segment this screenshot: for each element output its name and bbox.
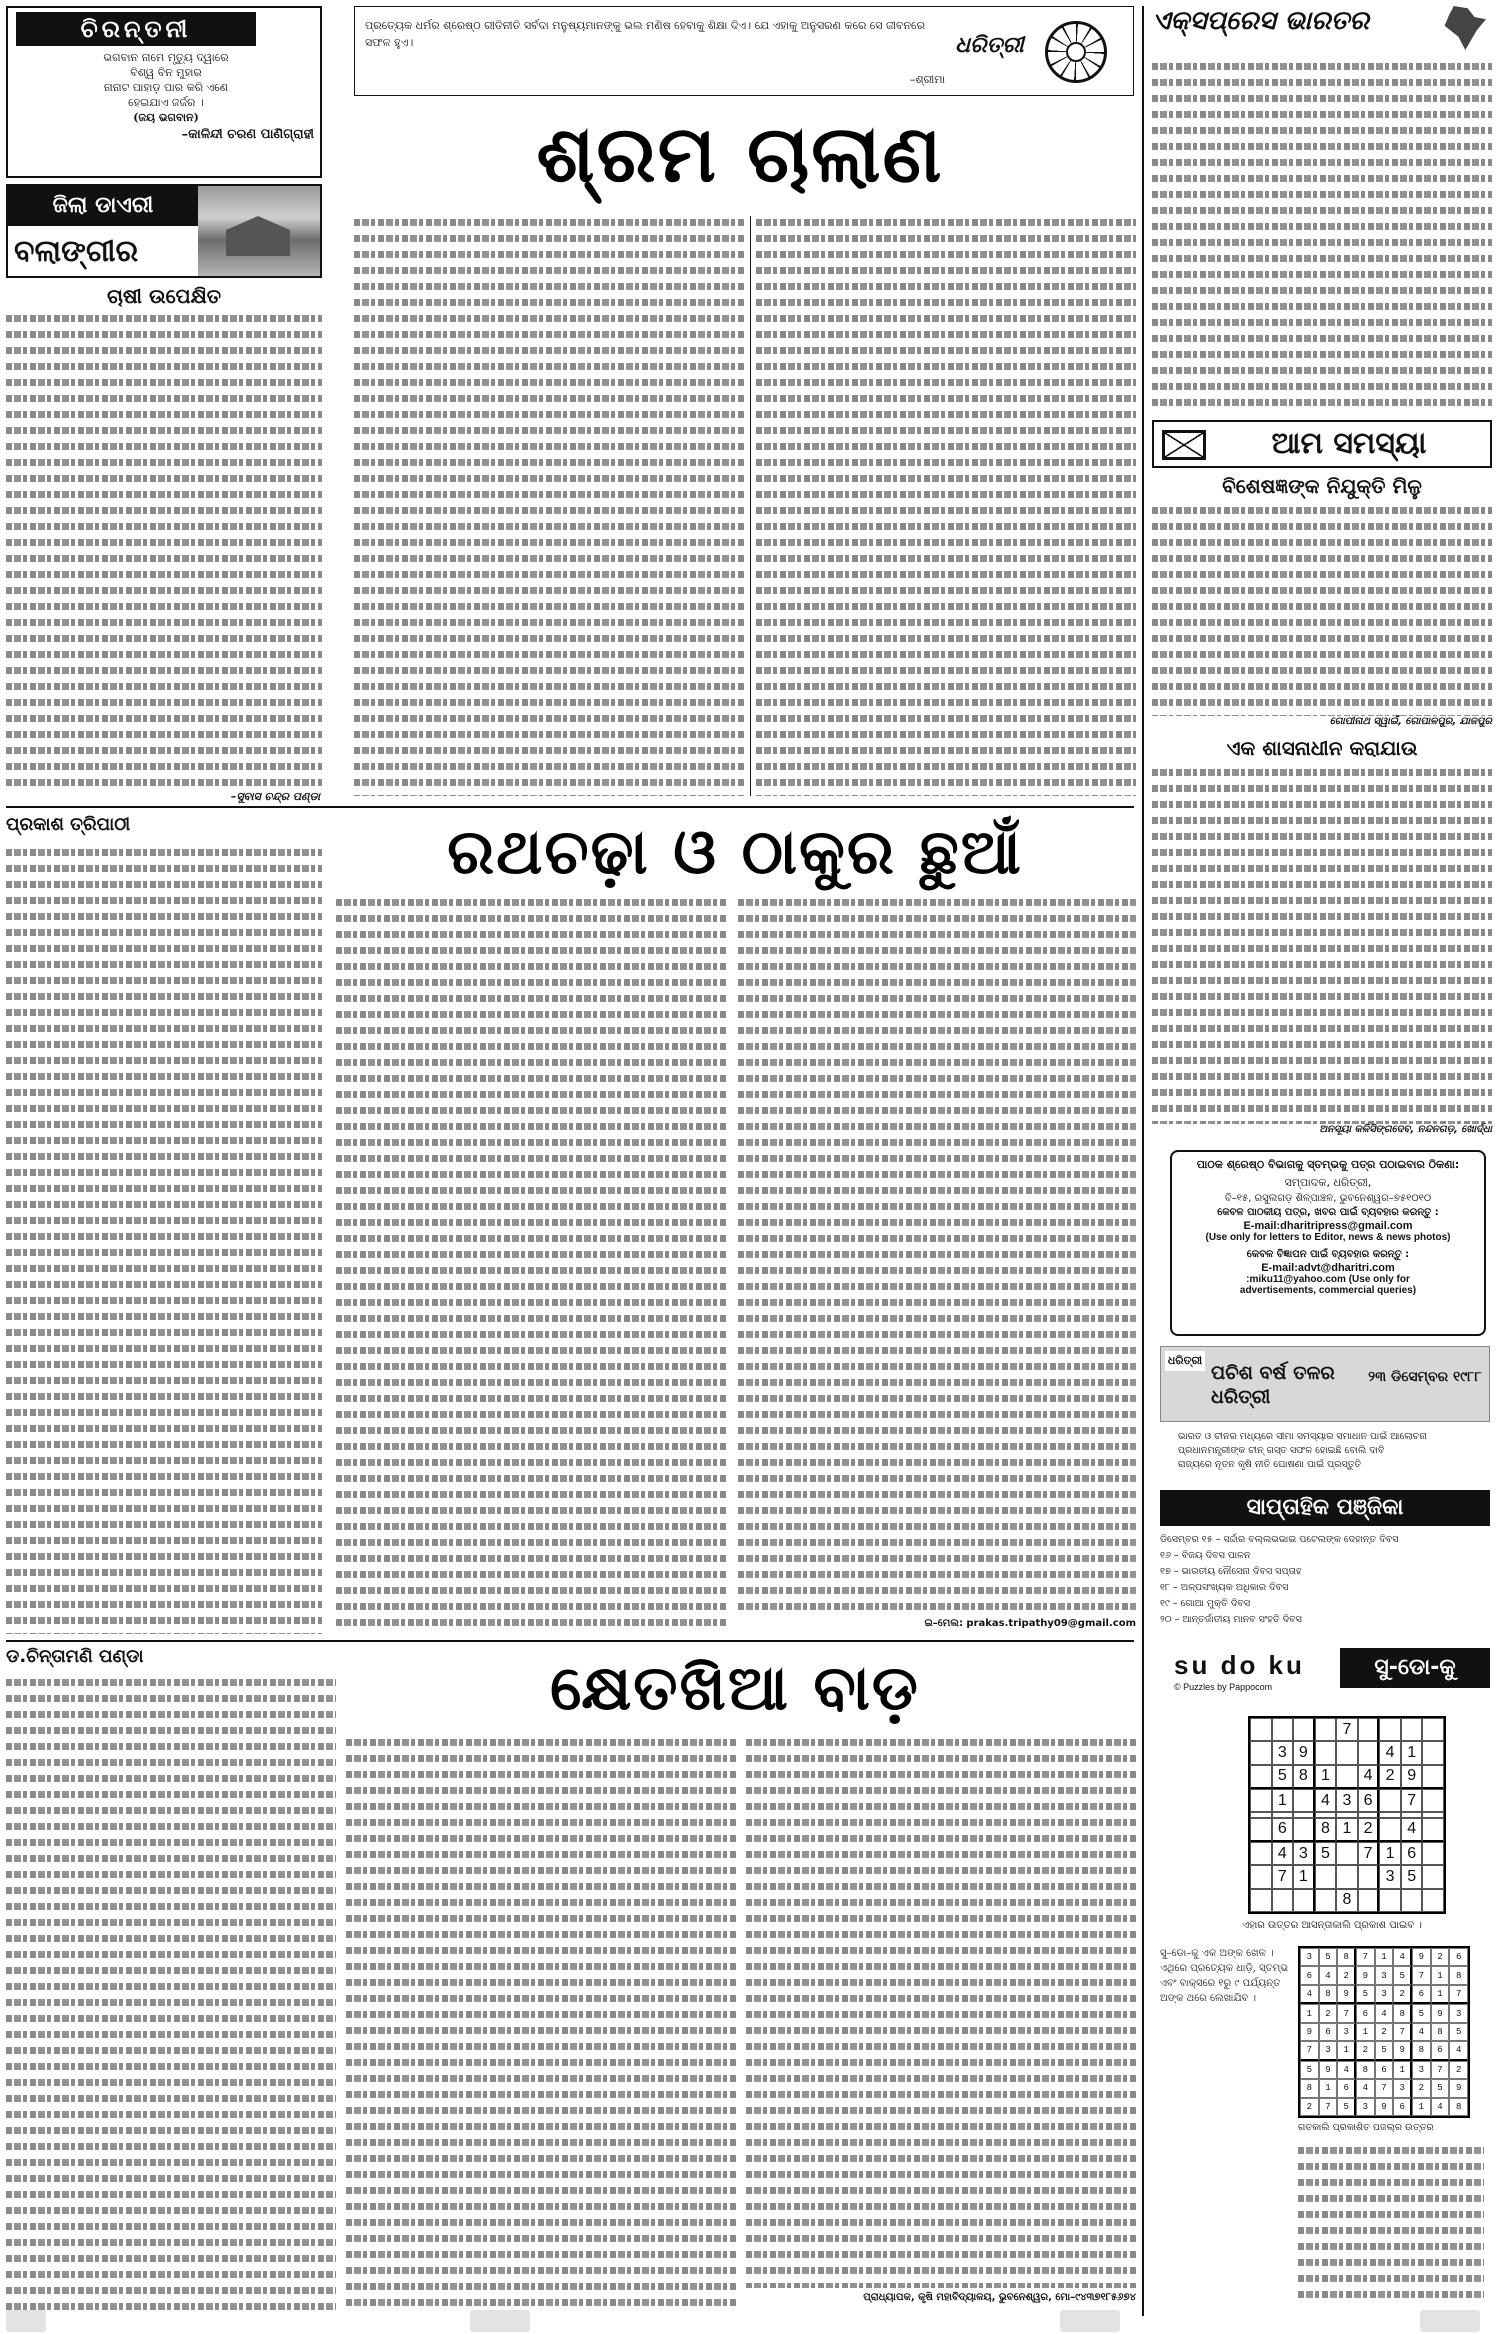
sudoku-cell[interactable]: [1379, 1718, 1401, 1741]
archive-items: [1166, 1430, 1488, 1472]
third-credit: ପ୍ରାଧ୍ୟାପକ, କୃଷି ମହାବିଦ୍ୟାଳୟ, ଭୁବନେଶ୍ୱର, ମୋ–୯୪୩୭୧୮୫୬୭୪: [863, 2292, 1136, 2303]
sudoku-solution-cell: 2: [1356, 2041, 1375, 2060]
sudoku-cell[interactable]: 4: [1358, 1765, 1380, 1789]
letter2-author: ଅନସୂୟା କଳିସିଙ୍ଗଦେବ, ନନ୍ଦନଗଡ଼, ଖୋର୍ଦ୍ଧା: [1319, 1124, 1492, 1135]
district-label: ଜିଲା ଡାଏରୀ: [8, 186, 198, 226]
sudoku-cell[interactable]: 5: [1401, 1865, 1423, 1888]
sudoku-solution-cell: 5: [1431, 2079, 1450, 2097]
sudoku-cell[interactable]: 5: [1272, 1765, 1294, 1789]
sudoku-header: [1174, 1648, 1490, 1698]
chirantani-title: ଚିରନ୍ତନୀ: [16, 12, 256, 46]
sudoku-solution-cell: 5: [1319, 1948, 1338, 1966]
sudoku-cell[interactable]: [1250, 1889, 1272, 1912]
sudoku-cell[interactable]: [1422, 1741, 1444, 1764]
sudoku-cell[interactable]: [1315, 1865, 1337, 1888]
third-headline: କ୍ଷେତଖିଆ ବାଡ଼: [550, 1651, 920, 1724]
sudoku-cell[interactable]: [1422, 1865, 1444, 1888]
sudoku-cell[interactable]: [1358, 1718, 1380, 1741]
weekly-item: ୨୦ – ଆନ୍ତର୍ଜାତୀୟ ମାନବ ସଂହତି ଦିବସ: [1160, 1614, 1302, 1625]
sudoku-answer-note: ଏହାର ଉତ୍ତର ଆସନ୍ତାକାଲି ପ୍ରକାଶ ପାଇବ ।: [1242, 1920, 1422, 1931]
sudoku-solution-cell: 9: [1337, 1985, 1356, 2004]
letter2-body: [1152, 766, 1492, 1124]
sudoku-cell[interactable]: 7: [1272, 1865, 1294, 1888]
district-diary-header: [6, 184, 322, 278]
contact-box: [1170, 1150, 1486, 1336]
sudoku-solution-grid: [1298, 1946, 1470, 2118]
sudoku-cell[interactable]: 1: [1272, 1789, 1294, 1812]
sudoku-solution-cell: 7: [1375, 2079, 1394, 2097]
sudoku-solution-cell: 2: [1319, 2004, 1338, 2022]
sudoku-cell[interactable]: 6: [1272, 1818, 1294, 1842]
sudoku-solution-cell: 5: [1356, 1985, 1375, 2004]
second-article-col3: [738, 896, 1136, 1614]
sudoku-cell[interactable]: [1379, 1889, 1401, 1912]
sudoku-solution-cell: 9: [1449, 2079, 1468, 2097]
page-scrollbar-right[interactable]: [1420, 2310, 1480, 2332]
contact-email2[interactable]: E-mail:advt@dharitri.com: [1261, 1262, 1395, 1274]
sudoku-cell[interactable]: [1293, 1718, 1315, 1741]
sudoku-cell[interactable]: 3: [1336, 1789, 1358, 1812]
sudoku-solution-cell: 4: [1449, 2041, 1468, 2060]
sudoku-solution-cell: 3: [1375, 1966, 1394, 1984]
sudoku-solution-cell: 5: [1449, 2023, 1468, 2041]
sudoku-solution-cell: 2: [1300, 2098, 1319, 2116]
sudoku-cell[interactable]: 3: [1293, 1842, 1315, 1865]
sudoku-solution-cell: 8: [1449, 2098, 1468, 2116]
district-article-body: [6, 312, 322, 790]
sudoku-solution-cell: 5: [1300, 2061, 1319, 2079]
sudoku-cell[interactable]: [1250, 1865, 1272, 1888]
sudoku-cell[interactable]: 2: [1379, 1765, 1401, 1789]
sudoku-solution-cell: 8: [1449, 1966, 1468, 1984]
sudoku-solution-cell: 5: [1412, 2004, 1431, 2022]
readers-section-title: ଆମ ସମସ୍ୟା: [1271, 426, 1427, 461]
page-scrollbar-left[interactable]: [6, 2310, 46, 2332]
sudoku-solution-cell: 8: [1412, 2041, 1431, 2060]
sudoku-solution-cell: 9: [1393, 2041, 1412, 2060]
sudoku-cell[interactable]: [1250, 1842, 1272, 1865]
sudoku-cell[interactable]: 3: [1272, 1741, 1294, 1764]
weekly-title: ସାପ୍ତାହିକ ପଞ୍ଜିକା: [1160, 1490, 1490, 1526]
sudoku-cell[interactable]: 1: [1336, 1818, 1358, 1842]
third-article-col1: [6, 1676, 336, 2310]
quote-line: (ଜୟ ଭଗବାନ): [133, 111, 199, 124]
sudoku-solution-cell: 8: [1431, 2023, 1450, 2041]
sudoku-solution-cell: 2: [1449, 2061, 1468, 2079]
third-article-col3: [746, 1736, 1136, 2288]
contact-email3-note: advertisements, commercial queries): [1239, 1285, 1417, 1296]
sudoku-cell[interactable]: [1272, 1889, 1294, 1912]
sudoku-solution-cell: 1: [1431, 1985, 1450, 2004]
sudoku-solution-cell: 7: [1393, 2023, 1412, 2041]
page-scrollbar-center[interactable]: [470, 2310, 530, 2332]
archive-item: ଭାରତ ଓ ଚୀନର ମଧ୍ୟରେ ସୀମା ସମସ୍ୟାର ସମାଧାନ ପାଇଁ ଆଲୋଚନା: [1178, 1431, 1428, 1442]
sudoku-solution-cell: 4: [1393, 1948, 1412, 1966]
sudoku-solution-cell: 3: [1356, 2098, 1375, 2116]
sudoku-credit: © Puzzles by Pappocom: [1174, 1682, 1273, 1692]
top-quote-author: –ଶ୍ରୀମା: [909, 73, 945, 86]
sudoku-solution-cell: 8: [1337, 1948, 1356, 1966]
weekly-item: ୧୮ – ଅଳ୍ପସଂଖ୍ୟକ ଅଧିକାର ଦିବସ: [1160, 1582, 1289, 1593]
right-column-divider: [1142, 6, 1144, 2316]
sudoku-cell[interactable]: [1358, 1741, 1380, 1764]
sudoku-title-latin: su do ku: [1174, 1650, 1305, 1680]
sudoku-cell[interactable]: 7: [1401, 1789, 1423, 1812]
sudoku-solution-cell: 6: [1300, 1966, 1319, 1984]
sudoku-solution-cell: 6: [1356, 2004, 1375, 2022]
sudoku-cell[interactable]: [1315, 1718, 1337, 1741]
sudoku-solution-cell: 6: [1319, 2023, 1338, 2041]
district-headline: ଚାଷୀ ଉପେକ୍ଷିତ: [106, 284, 222, 308]
contact-editor: ସମ୍ପାଦକ, ଧରିତ୍ରୀ,: [1284, 1176, 1372, 1189]
quote-line: ହେଇଯାଏ ଜର୍ଜର ।: [128, 96, 204, 109]
right-column-title: ଏକ୍ସପ୍ରେସ ଭାରତର: [1152, 6, 1369, 36]
weekly-item: ୧୭ – ଭାରତୀୟ ନୌସେନା ଦିବସ ସପ୍ତାହ: [1160, 1566, 1302, 1577]
sudoku-cell[interactable]: [1293, 1889, 1315, 1912]
sudoku-cell[interactable]: [1250, 1818, 1272, 1842]
letter1-author: ଗୋପୀନାଥ ସ୍ୱାଇଁ, ଗୋପାଳପୁର, ଯାଜପୁର: [1329, 716, 1492, 727]
sudoku-cell[interactable]: 7: [1358, 1842, 1380, 1865]
section-divider: [6, 1640, 1134, 1642]
sudoku-solution-cell: 1: [1412, 2098, 1431, 2116]
sudoku-solution-cell: 1: [1375, 1948, 1394, 1966]
sudoku-solution-cell: 1: [1431, 1966, 1450, 1984]
sudoku-solution-cell: 3: [1449, 2004, 1468, 2022]
sudoku-solution-cell: 8: [1356, 2061, 1375, 2079]
sudoku-solution-cell: 4: [1412, 2023, 1431, 2041]
sudoku-solution-cell: 4: [1431, 2098, 1450, 2116]
second-article-col2: [336, 896, 726, 1634]
sudoku-solution-cell: 6: [1431, 2041, 1450, 2060]
sudoku-cell[interactable]: [1250, 1718, 1272, 1741]
letter1-headline: ବିଶେଷଜ୍ଞଙ୍କ ନିଯୁକ୍ତି ମିଳୁ: [1222, 474, 1422, 498]
sudoku-solution-cell: 4: [1375, 2004, 1394, 2022]
sudoku-cell[interactable]: 1: [1293, 1865, 1315, 1888]
contact-email1[interactable]: E-mail:dharitripress@gmail.com: [1243, 1220, 1413, 1232]
top-quote-box: [354, 6, 1134, 96]
sudoku-cell[interactable]: [1422, 1842, 1444, 1865]
right-article-body: [1152, 60, 1492, 412]
contact-email3[interactable]: :miku11@yahoo.com (Use only for: [1246, 1274, 1410, 1285]
sudoku-cell[interactable]: 8: [1315, 1818, 1337, 1842]
sudoku-cell[interactable]: [1358, 1889, 1380, 1912]
sudoku-solution-cell: 7: [1431, 2061, 1450, 2079]
sudoku-solution-cell: 7: [1412, 1966, 1431, 1984]
weekly-item: ୧୯ – ଗୋଆ ମୁକ୍ତି ଦିବସ: [1160, 1598, 1251, 1609]
contact-address: ବି–୧୫, ରସୁଲଗଡ଼ ଶିଳ୍ପାଞ୍ଚଳ, ଭୁବନେଶ୍ୱର–୭୫୧୦୧୦: [1224, 1193, 1432, 1204]
archive-date: ୨୩ ଡିସେମ୍ବର ୧୯୮୮: [1368, 1369, 1482, 1385]
sudoku-cell[interactable]: [1401, 1718, 1423, 1741]
sudoku-cell[interactable]: 4: [1315, 1789, 1337, 1812]
sudoku-solution-cell: 4: [1356, 2079, 1375, 2097]
sudoku-solution-cell: 3: [1412, 2061, 1431, 2079]
sudoku-cell[interactable]: [1336, 1842, 1358, 1865]
page-scrollbar-mid[interactable]: [1060, 2310, 1120, 2332]
sudoku-solution-cell: 5: [1337, 2098, 1356, 2116]
sudoku-solution-cell: 4: [1300, 1985, 1319, 2004]
sudoku-solution-cell: 4: [1319, 1966, 1338, 1984]
column-divider: [750, 216, 751, 796]
sudoku-solution-cell: 9: [1319, 2061, 1338, 2079]
sudoku-solution-cell: 6: [1375, 2061, 1394, 2079]
sudoku-solution-cell: 4: [1337, 2061, 1356, 2079]
sudoku-cell[interactable]: 1: [1315, 1765, 1337, 1789]
sudoku-cell[interactable]: [1379, 1818, 1401, 1842]
quote-line: ନାନାଟ ପାହାଡ଼ ପାର କରି ଏଣେ: [103, 81, 229, 94]
sudoku-cell[interactable]: [1315, 1741, 1337, 1764]
sudoku-cell[interactable]: 1: [1379, 1842, 1401, 1865]
sudoku-solution-cell: 9: [1431, 2004, 1450, 2022]
sudoku-solution-cell: 7: [1356, 1948, 1375, 1966]
letter2-headline: ଏକ ଶାସନାଧୀନ କରାଯାଉ: [1226, 736, 1418, 760]
sudoku-cell[interactable]: 6: [1358, 1789, 1380, 1812]
sudoku-cell[interactable]: 8: [1336, 1889, 1358, 1912]
sudoku-cell[interactable]: 4: [1379, 1741, 1401, 1764]
sudoku-cell[interactable]: 7: [1336, 1718, 1358, 1741]
sudoku-solution-cell: 3: [1393, 2079, 1412, 2097]
contact-ad-note: କେବଳ ବିଜ୍ଞାପନ ପାଇଁ ବ୍ୟବହାର କରନ୍ତୁ :: [1246, 1249, 1410, 1260]
quote-author: –କାଳିନ୍ଦୀ ଚରଣ ପାଣିଗ୍ରାହୀ: [181, 127, 314, 142]
sudoku-solution-cell: 9: [1412, 1948, 1431, 1966]
sudoku-solution-cell: 6: [1449, 1948, 1468, 1966]
sudoku-solution-cell: 2: [1431, 1948, 1450, 1966]
sudoku-cell[interactable]: 9: [1293, 1741, 1315, 1764]
sudoku-solution-note: ଗତକାଲି ପ୍ରକାଶିତ ପଜଲ୍‌ର ଉତ୍ତର: [1298, 2122, 1434, 2133]
main-article-col1: [354, 216, 744, 796]
sudoku-solution-cell: 9: [1375, 2098, 1394, 2116]
letter1-body: [1152, 504, 1492, 716]
sudoku-cell[interactable]: 4: [1272, 1842, 1294, 1865]
sudoku-solution-cell: 8: [1319, 1985, 1338, 2004]
archive-box: [1160, 1346, 1490, 1422]
weekly-item: ଡିସେମ୍ବର ୧୫ – ସର୍ଦ୍ଦାର ବଲ୍ଲଭଭାଇ ପଟେଲଙ୍କ ଦେହାନ୍ତ ଦିବସ: [1160, 1534, 1399, 1545]
sudoku-solution-cell: 8: [1300, 2079, 1319, 2097]
sudoku-cell[interactable]: [1379, 1789, 1401, 1812]
sudoku-solution-cell: 8: [1393, 2004, 1412, 2022]
sudoku-solution-cell: 6: [1393, 2098, 1412, 2116]
third-author: ଡ.ଚିନ୍ତାମଣି ପଣ୍ଡା: [6, 1646, 144, 1667]
sudoku-cell[interactable]: [1422, 1889, 1444, 1912]
sudoku-cell[interactable]: [1422, 1789, 1444, 1812]
sudoku-solution-cell: 3: [1319, 2041, 1338, 2060]
sudoku-solution-cell: 2: [1412, 2079, 1431, 2097]
contact-email1-note: (Use only for letters to Editor, news & news photos): [1205, 1232, 1451, 1243]
sudoku-solution-cell: 7: [1319, 2098, 1338, 2116]
sudoku-grid[interactable]: [1248, 1716, 1446, 1914]
sudoku-solution-cell: 1: [1337, 2041, 1356, 2060]
sudoku-solution-cell: 9: [1356, 1966, 1375, 1984]
sudoku-solution-cell: 5: [1393, 1966, 1412, 1984]
sudoku-solution-cell: 7: [1337, 2004, 1356, 2022]
quote-line: ବିଶ୍ୱ ବିନ ମୁହାର: [130, 66, 202, 79]
weekly-item: ୧୬ – ବିଜୟ ଦିବସ ପାଳନ: [1160, 1550, 1251, 1561]
sudoku-extra: [1298, 2144, 1484, 2304]
sudoku-cell[interactable]: 3: [1379, 1865, 1401, 1888]
sudoku-solution-cell: 7: [1300, 2041, 1319, 2060]
sudoku-cell[interactable]: [1358, 1865, 1380, 1888]
weekly-items: [1160, 1532, 1490, 1628]
archive-logo: ଧରିତ୍ରୀ: [1165, 1351, 1205, 1371]
dharitri-logo-text: ଧରିତ୍ରୀ: [955, 33, 1024, 58]
sudoku-solution-cell: 1: [1393, 2061, 1412, 2079]
sudoku-cell[interactable]: 4: [1401, 1818, 1423, 1842]
sudoku-solution-cell: 9: [1300, 2023, 1319, 2041]
sudoku-cell[interactable]: 8: [1293, 1765, 1315, 1789]
archive-item: ପ୍ରଧାନମନ୍ତ୍ରୀଙ୍କ ଚୀନ୍ ଗସ୍ତ ସଫଳ ହୋଇଛି ବୋଲି ଦାବି: [1178, 1445, 1385, 1456]
sudoku-cell[interactable]: [1315, 1889, 1337, 1912]
archive-label: ପଚିଶ ବର୍ଷ ତଳର ଧରିତ୍ରୀ: [1211, 1362, 1335, 1408]
sudoku-solution-cell: 3: [1337, 2023, 1356, 2041]
sudoku-instructions: ସୁ–ଡୋ–କୁ ଏକ ଅଙ୍କ ଖେଳ । ଏଥିରେ ପ୍ରତ୍ୟେକ ଧାଡ଼ି, ସ୍ତମ୍ଭ ଏବଂ ବାକ୍ସରେ ୧ରୁ ୯ ପର୍ଯ୍ୟନ୍ତ ଅଙ୍କ ଥରେ ଲେଖାଯିବ ।: [1160, 1948, 1289, 2004]
chirantani-box: [6, 6, 322, 178]
sudoku-solution-cell: 3: [1300, 1948, 1319, 1966]
section-divider: [6, 806, 1134, 808]
sudoku-cell[interactable]: [1293, 1789, 1315, 1812]
sudoku-solution-cell: 7: [1449, 1985, 1468, 2004]
sudoku-title-odia: ସୁ-ଡୋ-କୁ: [1340, 1648, 1490, 1688]
sudoku-cell[interactable]: 5: [1315, 1842, 1337, 1865]
district-photo: [198, 186, 320, 276]
sudoku-solution-cell: 1: [1319, 2079, 1338, 2097]
district-name: ବଲାଙ୍ଗୀର: [14, 234, 139, 269]
sudoku-cell[interactable]: [1422, 1718, 1444, 1741]
sudoku-solution-cell: 2: [1393, 1985, 1412, 2004]
second-headline: ରଥଚଢ଼ା ଓ ଠାକୁର ଛୁଆଁ: [447, 815, 1023, 888]
sudoku-cell[interactable]: [1336, 1741, 1358, 1764]
sudoku-solution-cell: 2: [1375, 2023, 1394, 2041]
archive-item: ରାଜ୍ୟରେ ନୂତନ କୃଷି ନୀତି ଘୋଷଣା ପାଇଁ ପ୍ରସ୍ତୁତି: [1178, 1459, 1362, 1470]
sudoku-cell[interactable]: 9: [1401, 1765, 1423, 1789]
sudoku-solution-cell: 2: [1337, 1966, 1356, 1984]
sudoku-cell[interactable]: [1250, 1765, 1272, 1789]
main-article-col2: [756, 216, 1136, 796]
sudoku-cell[interactable]: [1401, 1889, 1423, 1912]
contact-email-note: କେବଳ ପାଠକୀୟ ପତ୍ର, ଖବର ପାଇଁ ବ୍ୟବହାର କରନ୍ତୁ :: [1217, 1207, 1439, 1218]
second-author: ପ୍ରକାଶ ତ୍ରିପାଠୀ: [6, 814, 131, 835]
sudoku-cell[interactable]: [1336, 1865, 1358, 1888]
sudoku-cell[interactable]: [1250, 1789, 1272, 1812]
sudoku-cell[interactable]: [1422, 1818, 1444, 1842]
sudoku-cell[interactable]: [1250, 1741, 1272, 1764]
sudoku-cell[interactable]: [1336, 1765, 1358, 1789]
contact-intro: ପାଠକ ଶ୍ରେଷ୍ଠ ବିଭାଗକୁ ସ୍ତମ୍ଭକୁ ପତ୍ର ପଠାଇବାର ଠିକଣା:: [1196, 1158, 1460, 1171]
second-article-col1: [6, 846, 322, 1634]
main-headline: ଶ୍ରମ ଚାଲାଣ: [536, 109, 944, 200]
sudoku-cell[interactable]: [1293, 1818, 1315, 1842]
quote-line: ଭଗବାନ ନାମେ ମୃତ୍ୟୁ ଦ୍ୱାରେ: [103, 51, 229, 64]
chirantani-quote: [18, 50, 314, 142]
sudoku-cell[interactable]: [1272, 1718, 1294, 1741]
sudoku-cell[interactable]: 6: [1401, 1842, 1423, 1865]
second-email[interactable]: ଇ–ମେଲ: prakas.tripathy09@gmail.com: [924, 1618, 1136, 1629]
readers-header: [1152, 420, 1492, 468]
sudoku-solution-cell: 5: [1375, 2041, 1394, 2060]
sudoku-solution-cell: 3: [1375, 1985, 1394, 2004]
third-article-col2: [346, 1736, 736, 2310]
sudoku-cell[interactable]: [1422, 1765, 1444, 1789]
sudoku-solution-cell: 6: [1337, 2079, 1356, 2097]
district-author: –ସୁବାସ ଚନ୍ଦ୍ର ପଣ୍ଡା: [230, 790, 320, 803]
sudoku-cell[interactable]: 1: [1401, 1741, 1423, 1764]
wheel-icon: [1045, 21, 1107, 83]
envelope-icon: [1162, 430, 1206, 460]
top-quote-text: ପ୍ରତ୍ୟେକ ଧର୍ମର ଶ୍ରେଷ୍ଠ ରୀତିନୀତି ସର୍ବଦା ମନୁଷ୍ୟମାନଙ୍କୁ ଭଲ ମଣିଷ ହେବାକୁ ଶିକ୍ଷା ଦିଏ। ଯେ ଏହାକୁ ଅନୁସରଣ କରେ ସେ ଜୀବନରେ ସଫଳ ହୁଏ।: [365, 19, 925, 49]
sudoku-solution-cell: 1: [1300, 2004, 1319, 2022]
sudoku-cell[interactable]: 2: [1358, 1818, 1380, 1842]
sudoku-solution-cell: 1: [1356, 2023, 1375, 2041]
sudoku-solution-cell: 6: [1412, 1985, 1431, 2004]
